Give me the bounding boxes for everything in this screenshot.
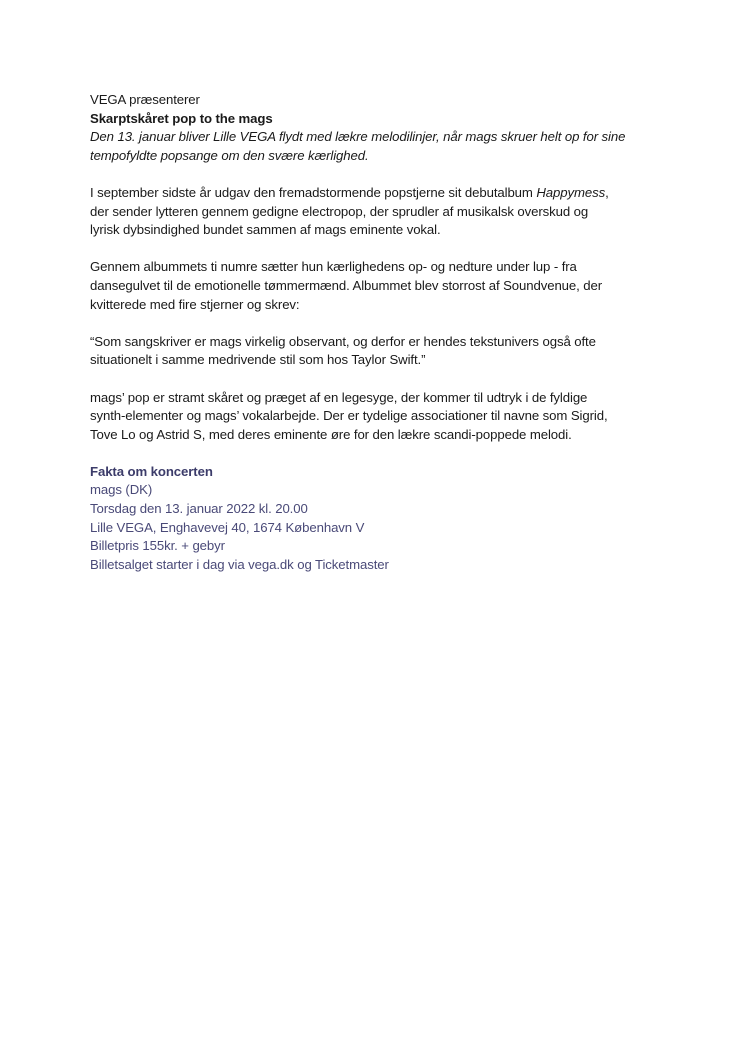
paragraph3-line-2: synth-elementer og mags’ vokalarbejde. Der er tydelige associationer til navne som Sigrid, [90,408,608,424]
paragraph1-line-3: lyrisk dybsindighed bundet sammen af mags eminente vokal. [90,222,441,238]
paragraph1-text: I september sidste år udgav den fremadstormende popstjerne sit debutalbum [90,184,537,200]
spacer [90,444,670,463]
album-title: Happymess [536,184,606,200]
lead-line-1: Den 13. januar bliver Lille VEGA flydt med lækre melodilinjer, når mags skruer helt op for sine [90,129,626,145]
paragraph2-line-1: Gennem albummets ti numre sætter hun kærlighedens op- og nedture under lup - fra [90,259,577,275]
facts-heading: Fakta om koncerten [90,463,213,479]
spacer [90,240,670,259]
facts-date: Torsdag den 13. januar 2022 kl. 20.00 [90,501,308,517]
headline: Skarptskåret pop to the mags [90,110,273,126]
presenter-line: VEGA præsenterer [90,92,200,107]
paragraph1-comma: , [605,184,609,200]
spacer [90,314,670,333]
paragraph2-line-2: dansegulvet til de emotionelle tømmermænd. Albummet blev storrost af Soundvenue, der [90,277,603,293]
paragraph3-line-1: mags’ pop er stramt skåret og præget af en legesyge, der kommer til udtryk i de fyldige [90,389,588,405]
facts-venue: Lille VEGA, Enghavevej 40, 1674 København V [90,519,365,535]
facts-ticket-sale: Billetsalget starter i dag via vega.dk og Ticketmaster [90,556,389,572]
spacer [90,165,670,184]
paragraph1-line-1 [90,184,670,203]
paragraph3-line-3: Tove Lo og Astrid S, med deres eminente øre for den lækre scandi-poppede melodi. [90,426,572,442]
lead-line-2: tempofyldte popsange om den svære kærlighed. [90,147,369,163]
facts-price: Billetpris 155kr. + gebyr [90,538,225,554]
paragraph1-line-2: der sender lytteren gennem gedigne electropop, der sprudler af musikalsk overskud og [90,203,589,219]
paragraph2-line-3: kvitterede med fire stjerner og skrev: [90,296,300,312]
facts-section [90,463,670,575]
facts-artist: mags (DK) [90,482,153,498]
quote-line-1: “Som sangskriver er mags virkelig observant, og derfor er hendes tekstunivers også ofte [90,333,596,349]
press-release [90,91,670,574]
spacer [90,370,670,389]
quote-line-2: situationelt i samme medrivende stil som hos Taylor Swift.” [90,352,426,368]
